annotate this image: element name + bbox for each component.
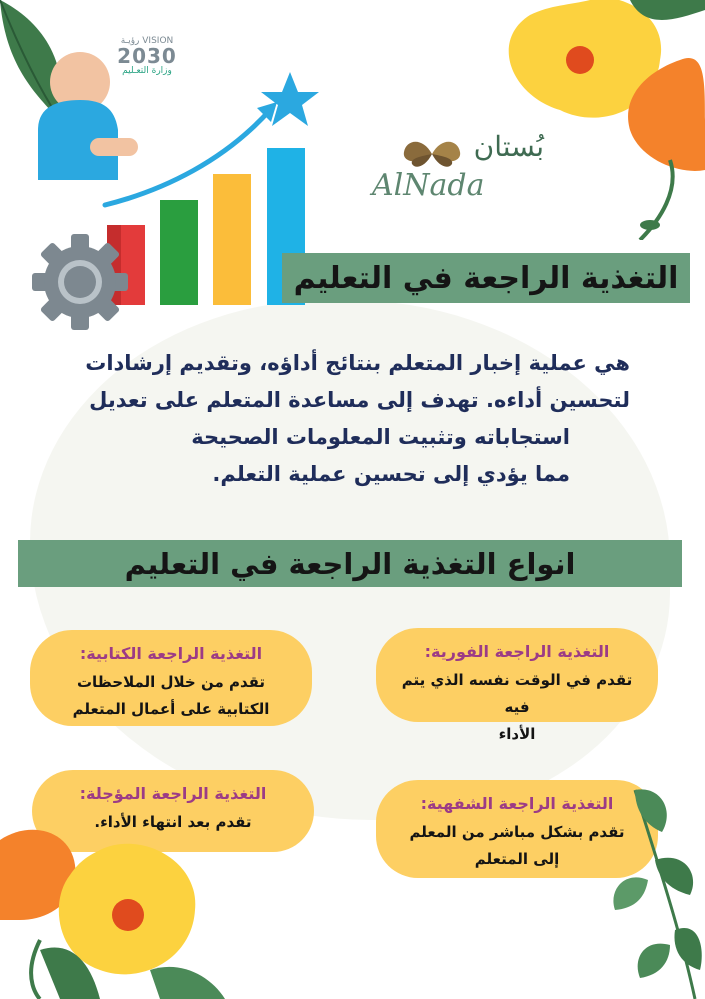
card-text: الكتابية على أعمال المتعلم xyxy=(72,700,270,718)
intro-line: استجاباته وتثبيت المعلومات الصحيحة xyxy=(191,425,570,449)
card-text: الأداء xyxy=(498,725,536,743)
intro-line: مما يؤدي إلى تحسين عملية التعلم. xyxy=(212,462,570,486)
card-text: تقدم بشكل مباشر من المعلم xyxy=(409,823,625,841)
brand-logo-arabic: بُستان xyxy=(473,130,544,163)
vision-logo-ministry: وزارة التعـليم xyxy=(122,66,172,76)
card-title: التغذية الراجعة الكتابية: xyxy=(79,644,263,663)
card-text: تقدم بعد انتهاء الأداء. xyxy=(94,813,252,831)
intro-line: لتحسين أداءه. تهدف إلى مساعدة المتعلم على تعديل xyxy=(89,388,630,412)
card-title: التغذية الراجعة الشفهية: xyxy=(420,794,614,813)
intro-paragraph xyxy=(70,345,630,493)
card-written-feedback xyxy=(30,630,312,726)
card-title: التغذية الراجعة المؤجلة: xyxy=(79,784,267,803)
card-immediate-feedback xyxy=(376,628,658,743)
card-text: إلى المتعلم xyxy=(474,850,560,868)
page-title: التغذية الراجعة في التعليم xyxy=(282,253,690,303)
card-title: التغذية الراجعة الفورية: xyxy=(424,642,610,661)
card-text: تقدم في الوقت نفسه الذي يتم فيه xyxy=(401,671,633,716)
flowers-bottom-left-icon xyxy=(0,810,230,999)
vision-logo-year: 2030 xyxy=(117,44,177,68)
butterfly-icon xyxy=(402,136,462,172)
types-heading: انواع التغذية الراجعة في التعليم xyxy=(18,540,682,587)
card-text: تقدم من خلال الملاحظات xyxy=(76,673,266,691)
brand-logo-latin: AlNada xyxy=(372,168,485,203)
gear-icon xyxy=(30,232,130,332)
brand-logo xyxy=(372,130,542,220)
leaves-bottom-right-icon xyxy=(600,770,705,999)
vision-logo-top: VISION رؤيـة xyxy=(120,36,174,46)
intro-line: هي عملية إخبار المتعلم بنتائج أداؤه، وتقديم إرشادات xyxy=(85,351,630,375)
